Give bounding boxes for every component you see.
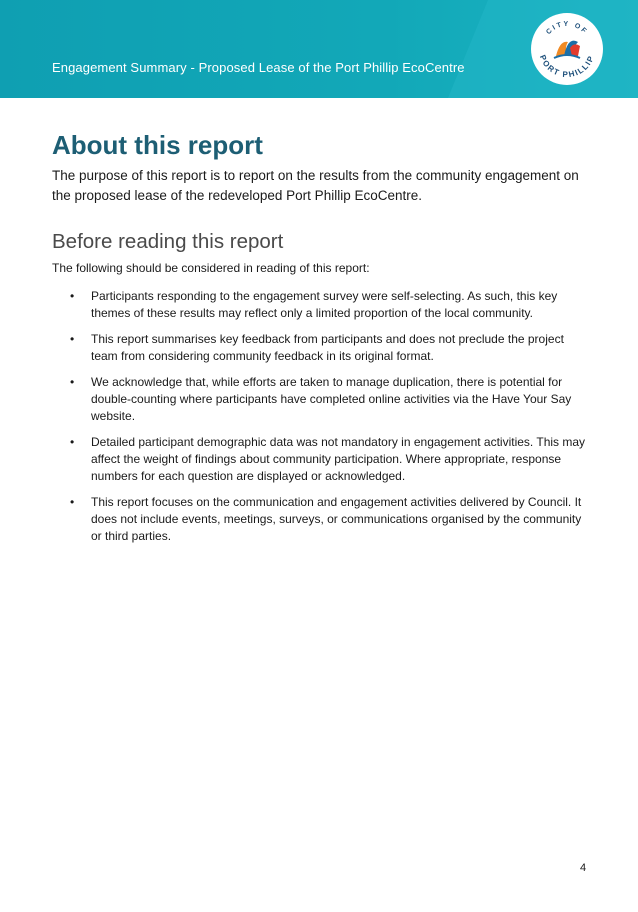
lead-paragraph: The following should be considered in reading of this report: [52, 261, 370, 275]
city-of-port-phillip-logo [530, 12, 604, 86]
bullet-icon: • [70, 495, 75, 509]
logo-top-text: CITY OF [545, 20, 589, 37]
list-item-text: This report summarises key feedback from participants and does not preclude the project team from considering community feedback in its original format. [91, 332, 564, 363]
list-item-text: We acknowledge that, while efforts are taken to manage duplication, there is potential for double-counting where participants have completed online activities via the Have Your Say website. [91, 375, 572, 423]
section-heading: Before reading this report [52, 230, 284, 253]
page-title: About this report [52, 130, 263, 160]
list-item [52, 288, 592, 322]
list-item-text: Detailed participant demographic data was not mandatory in engagement activities. This may affect the weight of findings about community participation. Where appropriate, response numbers for each question are displayed or acknowledged. [91, 435, 586, 483]
logo-bottom-text: PORT PHILLIP [537, 53, 597, 80]
bullet-icon: • [70, 435, 75, 449]
list-item [52, 374, 592, 425]
list-item [52, 494, 592, 545]
bullet-icon: • [70, 332, 75, 346]
list-item-text: This report focuses on the communication and engagement activities delivered by Council. It does not include events, meetings, surveys, or communications organised by the community or third parties. [91, 495, 582, 543]
document-title: Engagement Summary - Proposed Lease of the Port Phillip EcoCentre [52, 60, 465, 75]
page-number: 4 [580, 862, 587, 874]
list-item [52, 434, 592, 485]
considerations-list [52, 288, 592, 545]
bullet-icon: • [70, 375, 75, 389]
bullet-icon: • [70, 289, 75, 303]
list-item-text: Participants responding to the engagement survey were self-selecting. As such, this key themes of these results may reflect only a limited proportion of the local community. [91, 289, 558, 320]
header-band [0, 0, 638, 98]
intro-paragraph: The purpose of this report is to report on the results from the community engagement on the proposed lease of the redeveloped Port Phillip EcoCentre. [52, 168, 579, 203]
list-item [52, 331, 592, 365]
report-body [52, 128, 592, 554]
